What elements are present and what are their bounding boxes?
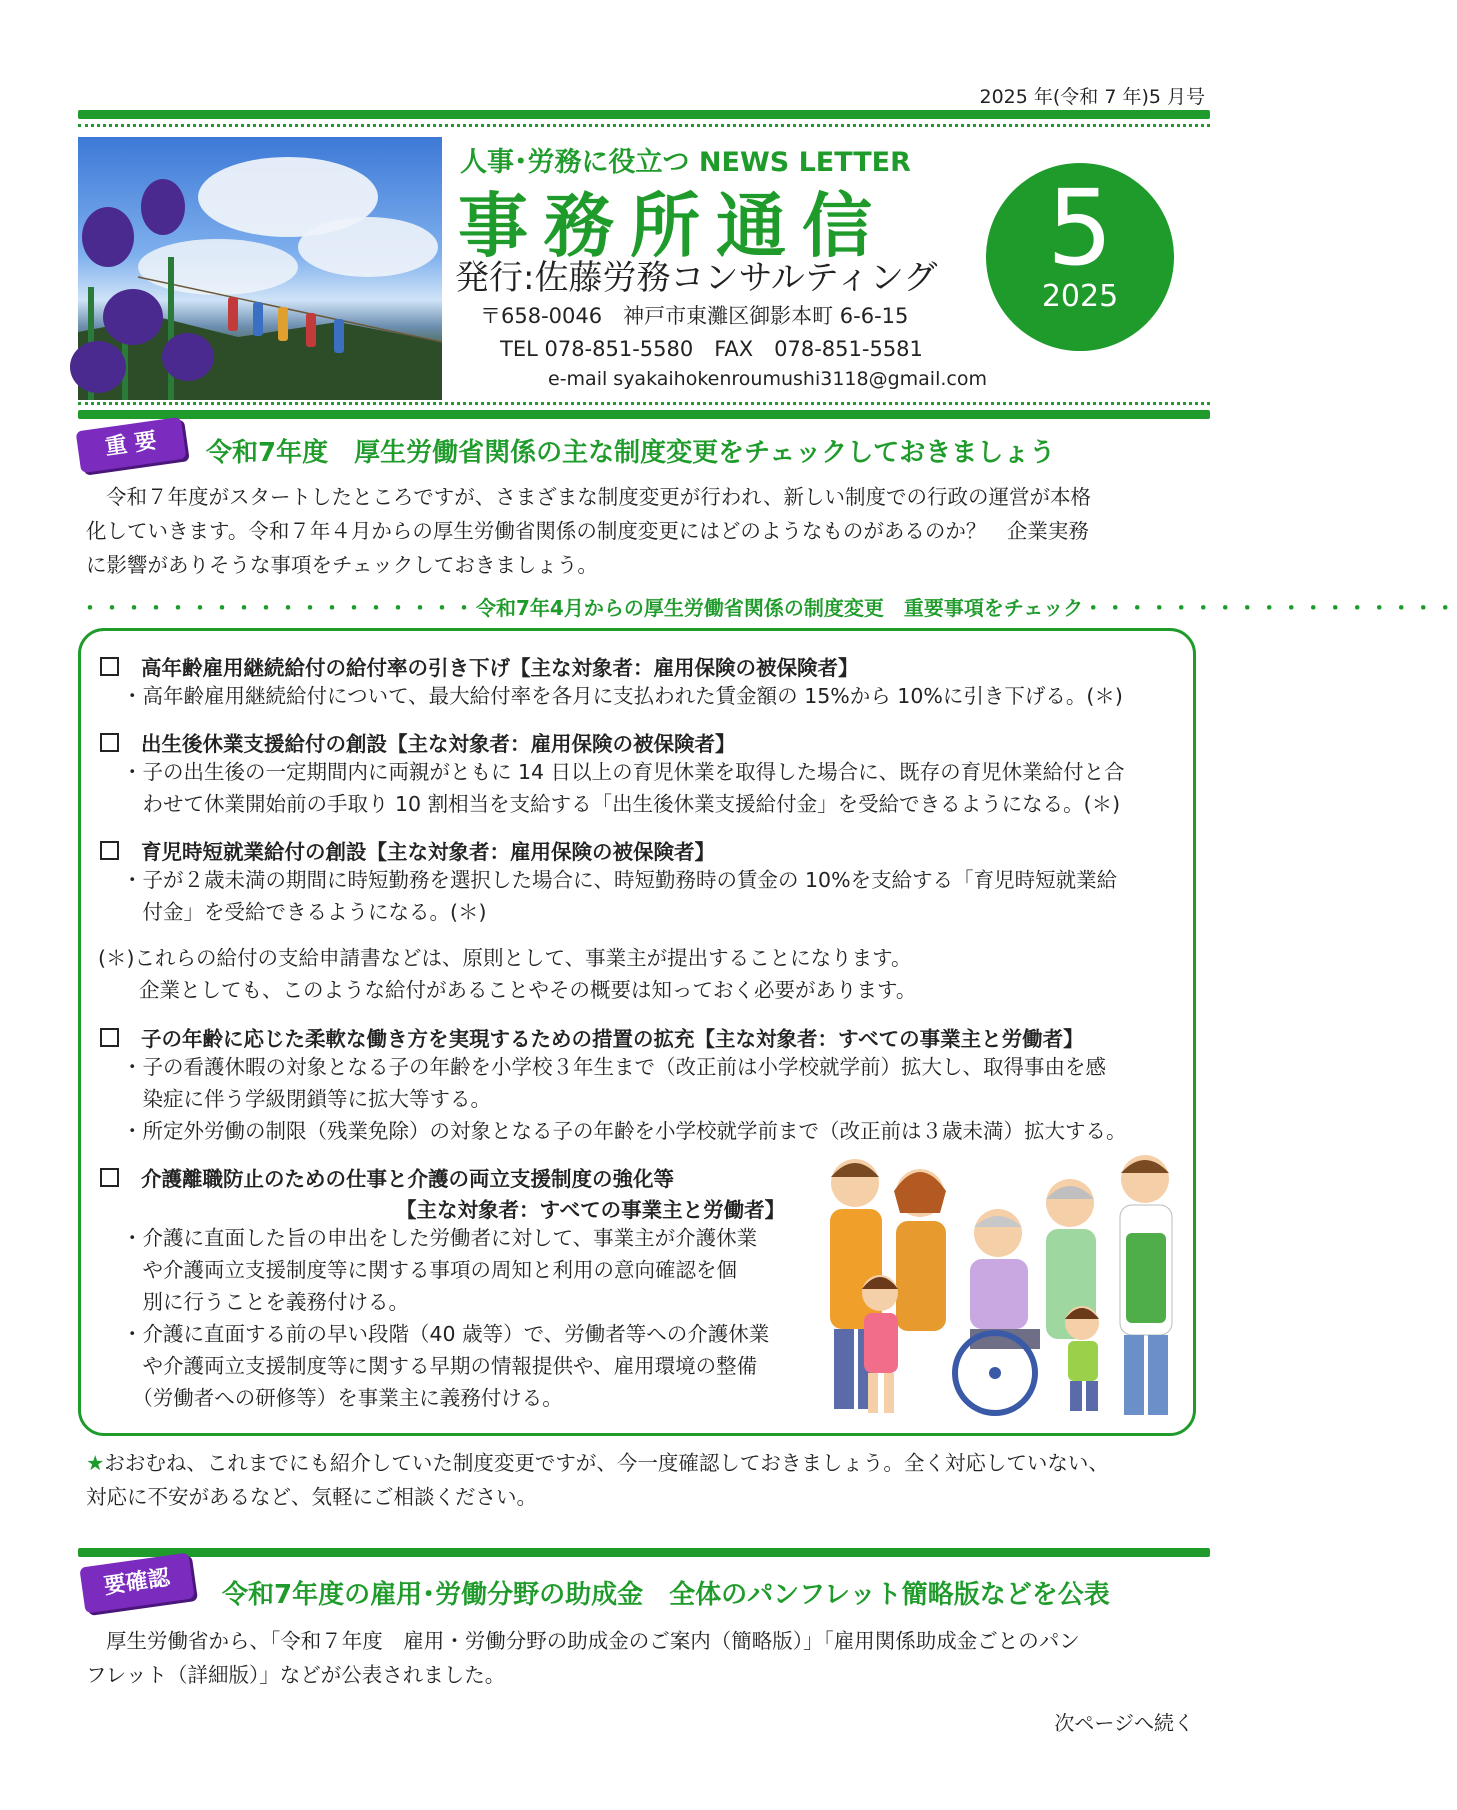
- section2-body: [86, 1624, 1206, 1692]
- item-line: ・介護に直面する前の早い段階（40 歳等）で、労働者等への介護休業: [122, 1322, 770, 1346]
- note-line: 企業としても、このような給付があることやその概要は知っておく必要があります。: [98, 978, 917, 1002]
- confirm-badge: 要確認: [79, 1553, 194, 1614]
- item-3-body: [122, 864, 1117, 928]
- item-5-body: [122, 1222, 769, 1414]
- item-2-title: [100, 727, 736, 757]
- newsletter-title: 事務所通信: [458, 184, 888, 267]
- important-badge: 重 要: [76, 417, 187, 473]
- item-line: 別に行うことを義務付ける。: [122, 1290, 409, 1314]
- item-5-title: [100, 1162, 674, 1192]
- item-line: ・所定外労働の制限（残業免除）の対象となる子の年齢を小学校就学前まで（改正前は３歳未満）拡大する。: [122, 1119, 1127, 1143]
- checkbox-icon: [100, 841, 119, 860]
- item-line: ・子が２歳未満の期間に時短勤務を選択した場合に、時短勤務時の賃金の 10%を支給する「育児時短就業給: [122, 868, 1118, 892]
- issue-year: 2025: [1041, 279, 1119, 314]
- checkbox-icon: [100, 657, 119, 676]
- intro-line: に影響がありそうな事項をチェックしておきましょう。: [86, 553, 598, 577]
- benefit-note: [98, 942, 916, 1006]
- email-address: e-mail syakaihokenroumushi3118@gmail.com: [548, 368, 987, 390]
- intro-line: 化していきます。令和７年４月からの厚生労働省関係の制度変更にはどのようなものがあるのか？ 企業実務: [86, 519, 1089, 543]
- item-line: （労働者への研修等）を事業主に義務付ける。: [122, 1386, 563, 1410]
- item-line: や介護両立支援制度等に関する事項の周知と利用の意向確認を個: [122, 1258, 737, 1282]
- item-2-title-text: 出生後休業支援給付の創設【主な対象者：雇用保険の被保険者】: [141, 732, 736, 756]
- closing-line: おおむね、これまでにも紹介していた制度変更ですが、今一度確認しておきましょう。全く対応していない、: [104, 1451, 1109, 1475]
- newsletter-tagline: 人事･労務に役立つ NEWS LETTER: [460, 147, 911, 178]
- publisher: 発行:佐藤労務コンサルティング: [455, 258, 938, 298]
- closing-line: 対応に不安があるなど、気軽にご相談ください。: [86, 1485, 537, 1509]
- note-line: (＊)これらの給付の支給申請書などは、原則として、事業主が提出することになります。: [98, 946, 912, 970]
- section1-closing: [86, 1446, 1206, 1514]
- item-4-title: [100, 1022, 1084, 1052]
- item-5-target: 【主な対象者：すべての事業主と労働者】: [396, 1198, 786, 1222]
- section2-line: 厚生労働省から、「令和７年度 雇用・労働分野の助成金のご案内（簡略版）」「雇用関係助成金ごとのパン: [106, 1629, 1080, 1653]
- issue-number: 5: [1046, 167, 1114, 289]
- section2-green-bar: [78, 1548, 1210, 1557]
- family-illustration: [820, 1143, 1190, 1428]
- section1-subheading: ・・・・・・・・・・・・・・・・・・令和7年4月からの厚生労働省関係の制度変更 重要事項をチェック・・・・・・・・・・・・・・・・・: [80, 596, 1457, 620]
- item-line: 付金」を受給できるようになる。(＊): [122, 900, 487, 924]
- phone-fax: TEL 078-851-5580 FAX 078-851-5581: [500, 337, 923, 361]
- issue-date: 2025 年(令和 7 年)5 月号: [979, 86, 1205, 108]
- mid-green-bar: [78, 410, 1210, 419]
- continued-next-page: 次ページへ続く: [1054, 1711, 1194, 1735]
- top-green-bar: [78, 110, 1210, 119]
- section1-intro: [86, 480, 1206, 582]
- item-line: 染症に伴う学級閉鎖等に拡大等する。: [122, 1087, 491, 1111]
- item-line: や介護両立支援制度等に関する早期の情報提供や、雇用環境の整備: [122, 1354, 758, 1378]
- section2-headline: 令和7年度の雇用･労働分野の助成金 全体のパンフレット簡略版などを公表: [222, 1580, 1110, 1610]
- item-line: ・子の出生後の一定期間内に両親がともに 14 日以上の育児休業を取得した場合に、既存の育児休業給付と合: [122, 760, 1125, 784]
- subheading-text: 令和7年4月からの厚生労働省関係の制度変更 重要事項をチェック: [476, 596, 1084, 620]
- checkbox-icon: [100, 1028, 119, 1047]
- section1-headline: 令和7年度 厚生労働省関係の主な制度変更をチェックしておきましょう: [206, 438, 1056, 468]
- item-line: ・介護に直面した旨の申出をした労働者に対して、事業主が介護休業: [122, 1226, 758, 1250]
- top-dotted-divider: [78, 124, 1210, 127]
- item-5-title-text: 介護離職防止のための仕事と介護の両立支援制度の強化等: [141, 1167, 674, 1191]
- cover-photo-iris-koinobori: [78, 137, 442, 400]
- item-2-body: [122, 756, 1125, 820]
- item-1-body: [122, 680, 1123, 712]
- item-3-title-text: 育児時短就業給付の創設【主な対象者：雇用保険の被保険者】: [141, 840, 715, 864]
- item-3-title: [100, 835, 715, 865]
- postal-address: 〒658-0046 神戸市東灘区御影本町 6-6-15: [480, 304, 909, 328]
- item-4-body: [122, 1051, 1127, 1147]
- item-line: ・子の看護休暇の対象となる子の年齢を小学校３年生まで（改正前は小学校就学前）拡大し、取得事由を感: [122, 1055, 1106, 1079]
- star-icon: ★: [86, 1451, 105, 1475]
- mid-dotted-divider: [78, 402, 1210, 405]
- section2-line: フレット（詳細版）」などが公表されました。: [86, 1663, 506, 1687]
- item-1-title: [100, 651, 859, 681]
- item-line: わせて休業開始前の手取り 10 割相当を支給する「出生後休業支援給付金」を受給できるようになる。(＊): [122, 792, 1121, 816]
- item-4-title-text: 子の年齢に応じた柔軟な働き方を実現するための措置の拡充【主な対象者：すべての事業主と労働者】: [141, 1027, 1084, 1051]
- checkbox-icon: [100, 1168, 119, 1187]
- checkbox-icon: [100, 733, 119, 752]
- item-line: ・高年齢雇用継続給付について、最大給付率を各月に支払われた賃金額の 15%から 10%に引き下げる。(＊): [122, 684, 1123, 708]
- issue-badge: [986, 163, 1174, 351]
- intro-line: 令和７年度がスタートしたところですが、さまざまな制度変更が行われ、新しい制度での行政の運営が本格: [106, 485, 1092, 509]
- item-1-title-text: 高年齢雇用継続給付の給付率の引き下げ【主な対象者：雇用保険の被保険者】: [141, 656, 859, 680]
